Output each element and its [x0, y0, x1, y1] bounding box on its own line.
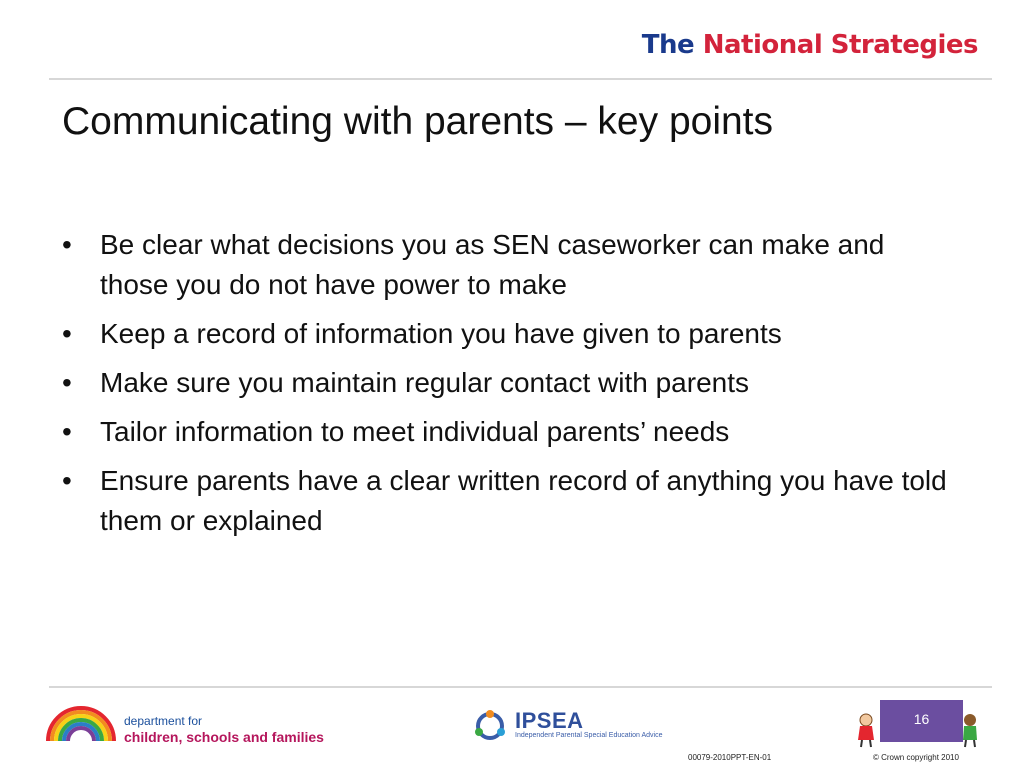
list-item: [62, 225, 952, 305]
document-code: 00079-2010PPT-EN-01: [688, 753, 772, 762]
point-text: Make sure you maintain regular contact with parents: [100, 367, 749, 398]
national-strategies-logo: [642, 30, 978, 60]
point-text: Ensure parents have a clear written record of anything you have told them or explained: [100, 465, 947, 536]
point-text: Tailor information to meet individual parents’ needs: [100, 416, 730, 447]
footer-divider: [49, 686, 992, 688]
key-points-list: [62, 225, 952, 550]
brand-the: The: [641, 30, 695, 60]
point-text: Be clear what decisions you as SEN caseworker can make and those you do not have power to make: [100, 229, 885, 300]
copyright-notice: © Crown copyright 2010: [873, 753, 959, 762]
ipsea-logo-text: [515, 708, 663, 739]
dcsf-line-1: department for: [124, 714, 203, 728]
bullet-icon: •: [62, 416, 72, 447]
ipsea-name: IPSEA: [515, 708, 584, 733]
list-item: [62, 412, 952, 452]
page-number: 16: [880, 700, 963, 742]
bullet-icon: •: [62, 229, 72, 260]
point-text: Keep a record of information you have given to parents: [100, 318, 782, 349]
header-divider: [49, 78, 992, 80]
list-item: [62, 363, 952, 403]
children-illustration-icon: [852, 712, 982, 748]
ipsea-logo-icon: [470, 706, 510, 746]
list-item: [62, 314, 952, 354]
dcsf-line-2: children, schools and families: [124, 729, 324, 745]
bullet-icon: •: [62, 465, 72, 496]
dcsf-logo-text: [124, 713, 324, 745]
slide-title: Communicating with parents – key points: [62, 100, 774, 143]
bullet-icon: •: [62, 367, 72, 398]
rainbow-icon: [45, 705, 117, 743]
list-item: [62, 461, 952, 541]
brand-national-strategies: National Strategies: [702, 30, 978, 60]
ipsea-subtitle: Independent Parental Special Education Advice: [515, 732, 663, 739]
bullet-icon: •: [62, 318, 72, 349]
